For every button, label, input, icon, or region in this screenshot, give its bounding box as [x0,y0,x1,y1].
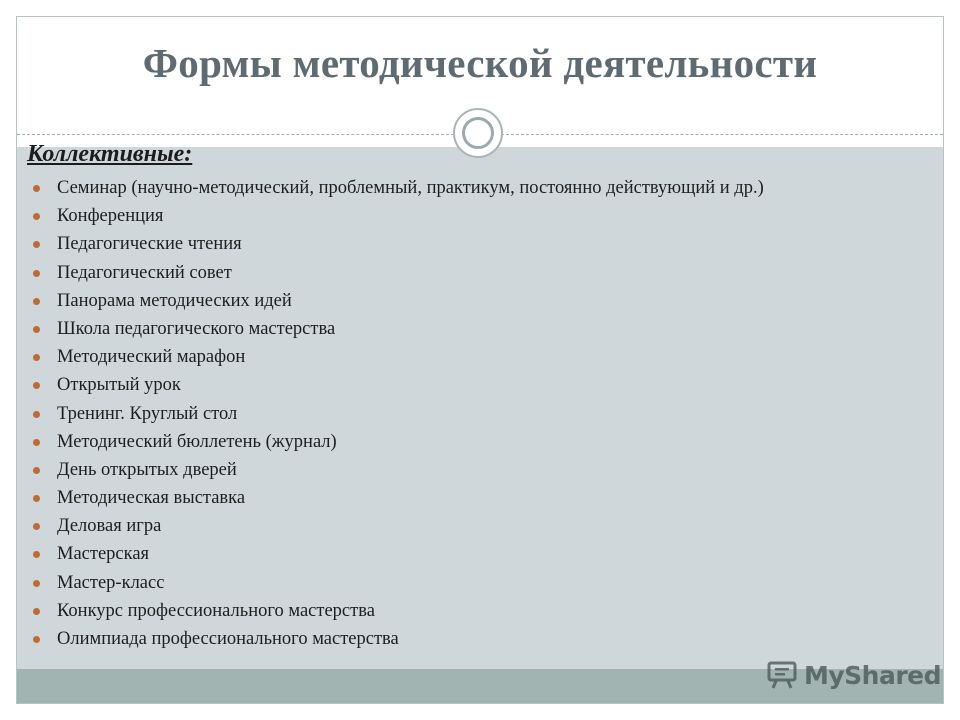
bullet-icon [33,467,40,474]
bullet-icon [33,241,40,248]
list-item-text: Деловая игра [57,516,162,537]
watermark-text: MyShared [804,660,942,690]
list-item [17,600,943,622]
bullet-icon [33,495,40,502]
list-item [17,403,943,425]
list-item-text: Мастер-класс [57,572,165,593]
list-item [17,543,943,565]
section-heading: Коллективные: [27,141,193,167]
bullet-icon [33,270,40,277]
circle-ornament-inner [462,117,494,149]
list-item-text: Конференция [57,206,164,227]
list-item [17,374,943,396]
bullet-icon [33,523,40,530]
list-item-text: Тренинг. Круглый стол [57,403,238,424]
list-item [17,572,943,594]
bullet-icon [33,439,40,446]
bullet-icon [33,326,40,333]
slide [16,16,944,704]
list-item [17,459,943,481]
list-item [17,177,943,199]
slide-title: Формы методической деятельности [142,40,818,86]
bullet-icon [33,608,40,615]
list-item-text: Мастерская [57,544,150,565]
list-item [17,515,943,537]
bullet-icon [33,213,40,220]
list-item-text: Методический марафон [57,347,246,368]
bullet-icon [33,411,40,418]
list-item-text: Открытый урок [57,375,181,396]
presentation-board-icon [766,660,798,690]
list-item-text: Методическая выставка [57,488,246,509]
list-item [17,431,943,453]
list-item-text: Школа педагогического мастерства [57,318,336,339]
list-item [17,233,943,255]
bullet-icon [33,354,40,361]
list-item [17,346,943,368]
bullet-icon [33,551,40,558]
list-item [17,205,943,227]
list-item-text: Конкурс профессионального мастерства [57,600,375,621]
list-item-text: Семинар (научно-методический, проблемный, практикум, постоянно действующий и др.) [57,178,764,198]
list-item-text: Методический бюллетень (журнал) [57,431,337,452]
list-item-text: День открытых дверей [57,459,237,480]
list-item [17,290,943,312]
list-item-text: Педагогический совет [57,262,232,283]
bullet-icon [33,185,40,192]
list-item [17,262,943,284]
bullet-icon [33,636,40,643]
myshared-watermark [766,656,941,694]
list-item [17,628,943,650]
methods-list [17,177,943,656]
list-item [17,487,943,509]
list-item-text: Олимпиада профессионального мастерства [57,629,399,649]
circle-ornament-icon [453,108,503,158]
list-item-text: Панорама методических идей [57,290,292,311]
bullet-icon [33,580,40,587]
list-item-text: Педагогические чтения [57,234,242,255]
list-item [17,318,943,340]
bullet-icon [33,382,40,389]
bullet-icon [33,298,40,305]
